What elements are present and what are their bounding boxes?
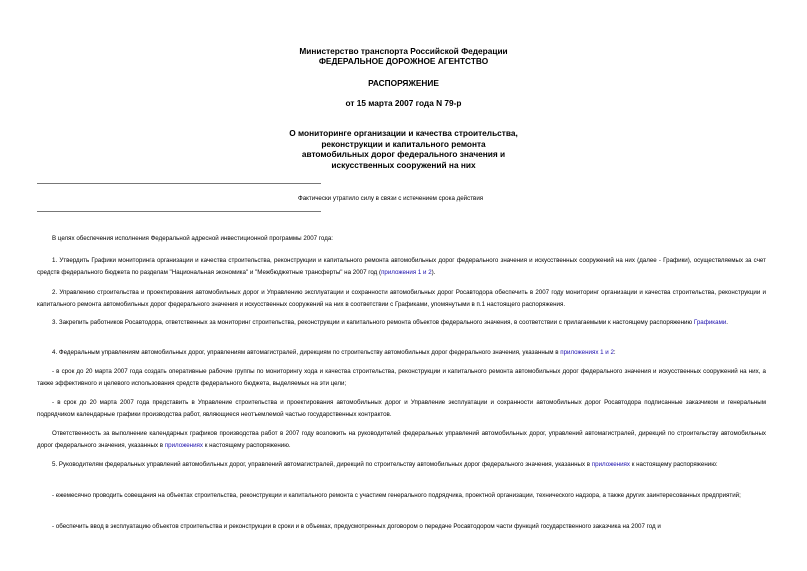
appendix-1-2-link[interactable]: приложения 1 и 2 xyxy=(381,268,432,276)
paragraph-4-item-1: - в срок до 20 марта 2007 года создать оперативные рабочие группы по мониторингу хода и качества строительства, реконструкции и капитального ремонта автомобильных дорог федерального значения и искусственных сооружений на них, а также эффективного и целевого использования средств федерального бюджета, выделяемых на эти цели; xyxy=(37,368,766,387)
divider-top xyxy=(37,183,321,184)
appendices-link-b[interactable]: приложениях xyxy=(591,461,630,468)
paragraph-2: 2. Управлению строительства и проектирования автомобильных дорог и Управлению эксплуатации и сохранности автомобильных дорог Росавтодора обеспечить в 2007 году мониторинг организации и качества строительства, реконструкции и капитального ремонта автомобильных дорог федерального значения и искусственных сооружений на них в соответствии с Графиками, упомянутыми в п.1 настоящего распоряжения. xyxy=(37,289,766,308)
ministry-name: Министерство транспорта Российской Федерации xyxy=(299,46,508,56)
status-note: Фактически утратило силу в связи с истечением срока действия xyxy=(298,195,484,202)
appendices-link-a[interactable]: приложениях xyxy=(164,441,203,449)
paragraph-4-item-2: - в срок до 20 марта 2007 года представить в Управление строительства и проектирования автомобильных дорог и Управление эксплуатации и сохранности автомобильных дорог Росавтодора подписанные заказчиком и генеральным подрядчиком календарные графики производства работ, являющиеся неотъемлемой частью государственных контрактов. xyxy=(37,399,766,418)
appendices-1-2-link[interactable]: приложениях 1 и 2 xyxy=(560,349,614,356)
paragraph-5-item-2: - обеспечить ввод в эксплуатацию объектов строительства и реконструкции в сроки и в объемах, предусмотренных договором о передаче Росавтодором части функций государственного заказчика на 2007 год и xyxy=(52,523,661,530)
intro-paragraph: В целях обеспечения исполнения Федеральной адресной инвестиционной программы 2007 года: xyxy=(52,235,333,242)
responsibility-paragraph: Ответственность за выполнение календарных графиков производства работ в 2007 году возложить на руководителей федеральных управлений автомобильных дорог, управлений автомагистралей, дирекций по строительству автомобильных дорог федерального значения, указанных в приложениях к настоящему распоряжению. xyxy=(37,430,766,449)
document-title-line-4: искусственных сооружений на них xyxy=(331,159,476,170)
paragraph-5: 5. Руководителям федеральных управлений автомобильных дорог, управлений автомагистралей, дирекций по строительству автомобильных дорог федерального значения, указанных в приложениях к настоящему распоряжению: xyxy=(52,461,718,468)
schedules-link[interactable]: Графиками xyxy=(693,319,727,326)
divider-bottom xyxy=(37,211,321,212)
document-type: РАСПОРЯЖЕНИЕ xyxy=(368,78,439,88)
document-title-line-1: О мониторинге организации и качества строительства, xyxy=(289,128,518,138)
agency-name: ФЕДЕРАЛЬНОЕ ДОРОЖНОЕ АГЕНТСТВО xyxy=(318,56,489,66)
paragraph-3: 3. Закрепить работников Росавтодора, ответственных за мониторинг строительства, реконструкции и капитального ремонта объектов федерального значения, в соответствии с прилагаемыми к настоящему распоряжению Графиками. xyxy=(52,319,729,326)
paragraph-5-item-1: - ежемесячно проводить совещания на объектах строительства, реконструкции и капитального ремонта с участием генерального подрядчика, проектной организации, технического надзора, а также других заинтересованных предприятий; xyxy=(52,492,741,499)
paragraph-4: 4. Федеральным управлениям автомобильных дорог, управлениям автомагистралей, дирекциям по строительству автомобильных дорог федерального значения, указанным в приложениях 1 и 2: xyxy=(52,349,616,356)
paragraph-1: 1. Утвердить Графики мониторинга организации и качества строительства, реконструкции и капитального ремонта автомобильных дорог федерального значения и искусственных сооружений на них (далее - Графики), осуществляемых за счет средств федерального бюджета по разделам "Национальная экономика" и "Межбюджетные трансферты" на 2007 год (приложения 1 и 2). xyxy=(37,257,766,276)
document-date-number: от 15 марта 2007 года N 79-р xyxy=(345,98,462,108)
document-title-line-3: автомобильных дорог федерального значения и xyxy=(301,149,506,160)
document-title-line-2: реконструкции и капитального ремонта xyxy=(321,138,486,149)
